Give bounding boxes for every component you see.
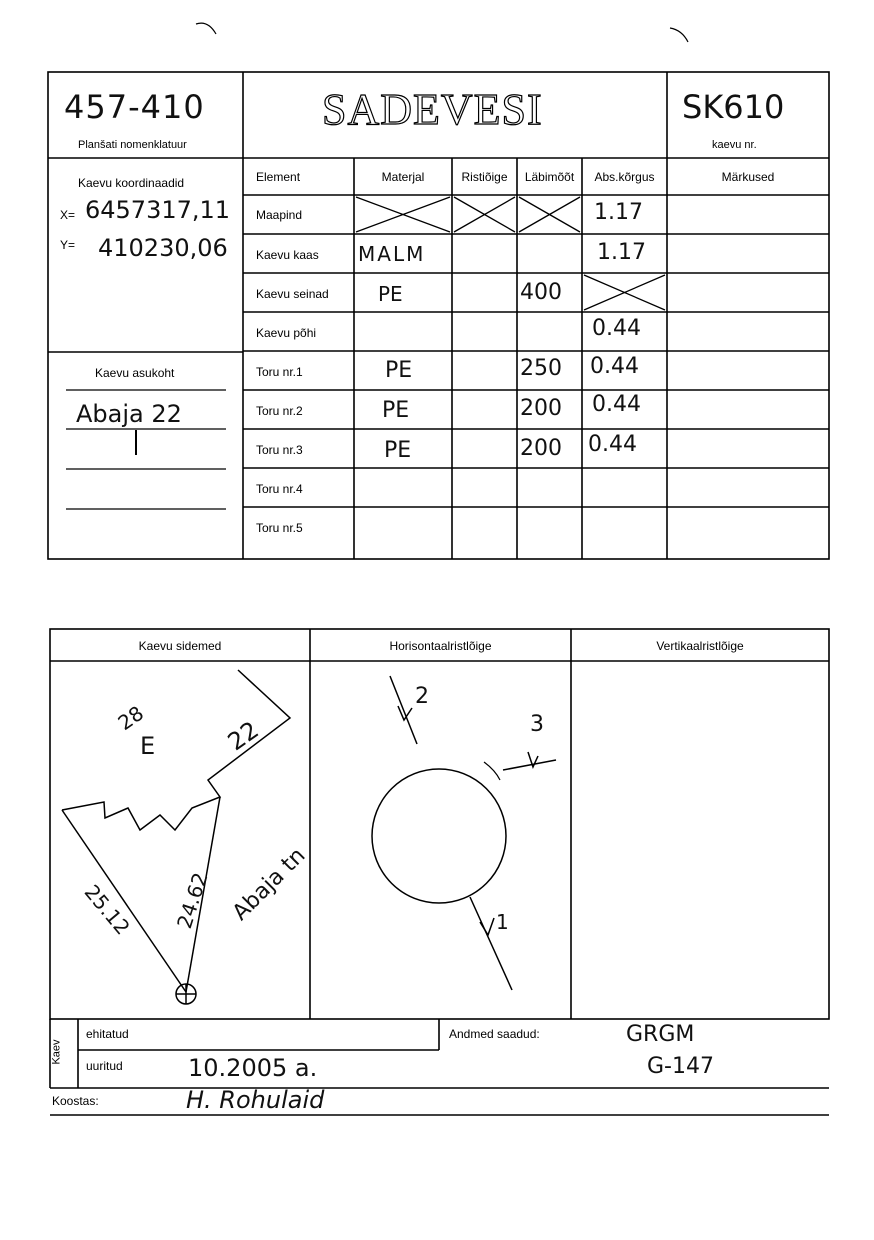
surveyed-label: uuritud [86, 1059, 123, 1073]
row-abs: 0.44 [592, 392, 641, 417]
col-header-element: Element [256, 170, 301, 184]
author-label: Koostas: [52, 1094, 99, 1108]
row-abs: 1.17 [597, 240, 646, 265]
row-element: Toru nr.5 [256, 521, 303, 535]
coords-label: Kaevu koordinaadid [78, 176, 185, 190]
well-label: kaevu nr. [712, 139, 757, 151]
row-material: PE [384, 438, 412, 463]
pipe-label-2: 2 [415, 684, 429, 709]
row-element: Toru nr.4 [256, 482, 303, 496]
sheet-label: Planšati nomenklatuur [78, 139, 187, 151]
row-element: Kaevu seinad [256, 287, 329, 301]
distance-b: 24.62 [172, 869, 213, 932]
col-header-material: Materjal [381, 170, 425, 184]
col-header-diameter: Läbimõõt [524, 170, 575, 184]
location-label: Kaevu asukoht [95, 366, 175, 380]
col-header-abs: Abs.kõrgus [594, 170, 655, 184]
street-name: Abaja tn [228, 843, 311, 926]
distance-a: 25.12 [79, 880, 135, 940]
row-abs: 1.17 [594, 200, 643, 225]
footer-side-label: Kaev [50, 1039, 63, 1065]
data-source-value-1: GRGM [626, 1022, 695, 1047]
row-abs: 0.44 [588, 432, 637, 457]
row-element: Toru nr.2 [256, 404, 303, 418]
sketch-header-vertical: Vertikaalristlõige [656, 639, 744, 653]
data-source-label: Andmed saadud: [449, 1027, 540, 1041]
well-number: SK610 [682, 88, 785, 126]
row-diameter: 250 [520, 356, 562, 381]
location-stroke [135, 430, 137, 455]
sketch-header-horizontal: Horisontaalristlõige [389, 639, 492, 653]
built-label: ehitatud [86, 1027, 129, 1041]
surveyed-date: 10.2005 a. [188, 1054, 318, 1082]
site-sketch [62, 670, 290, 1004]
location-value: Abaja 22 [76, 400, 182, 428]
data-source-value-2: G-147 [647, 1054, 714, 1079]
row-element: Toru nr.1 [256, 365, 303, 379]
sheet-number: 457-410 [64, 88, 205, 126]
row-abs: 0.44 [592, 316, 641, 341]
row-diameter: 200 [520, 436, 562, 461]
author-name: H. Rohulaid [186, 1086, 325, 1114]
col-header-cross: Ristiõige [461, 170, 508, 184]
pipe-label-3: 3 [530, 712, 544, 737]
horizontal-section [372, 676, 556, 990]
parcel-letter: E [140, 732, 156, 760]
row-material: PE [385, 358, 413, 383]
row-element: Kaevu kaas [256, 248, 319, 262]
pipe-label-1: 1 [496, 910, 509, 934]
row-abs: 0.44 [590, 354, 639, 379]
row-element: Maapind [256, 208, 303, 222]
row-element: Kaevu põhi [256, 326, 317, 340]
row-material: PE [382, 398, 410, 423]
y-coordinate: 410230,06 [98, 234, 228, 262]
y-prefix: Y= [60, 238, 76, 252]
parcel-number: 28 [113, 700, 149, 736]
row-material: MALM [358, 242, 426, 266]
x-prefix: X= [60, 208, 76, 222]
col-header-notes: Märkused [721, 170, 775, 184]
row-diameter: 200 [520, 396, 562, 421]
page-title: SADEVESI [322, 85, 543, 134]
row-element: Toru nr.3 [256, 443, 303, 457]
sketch-header-ties: Kaevu sidemed [138, 639, 222, 653]
x-coordinate: 6457317,11 [85, 196, 231, 224]
row-material: PE [378, 282, 403, 306]
row-diameter: 400 [520, 280, 562, 305]
address-number: 22 [222, 715, 264, 757]
